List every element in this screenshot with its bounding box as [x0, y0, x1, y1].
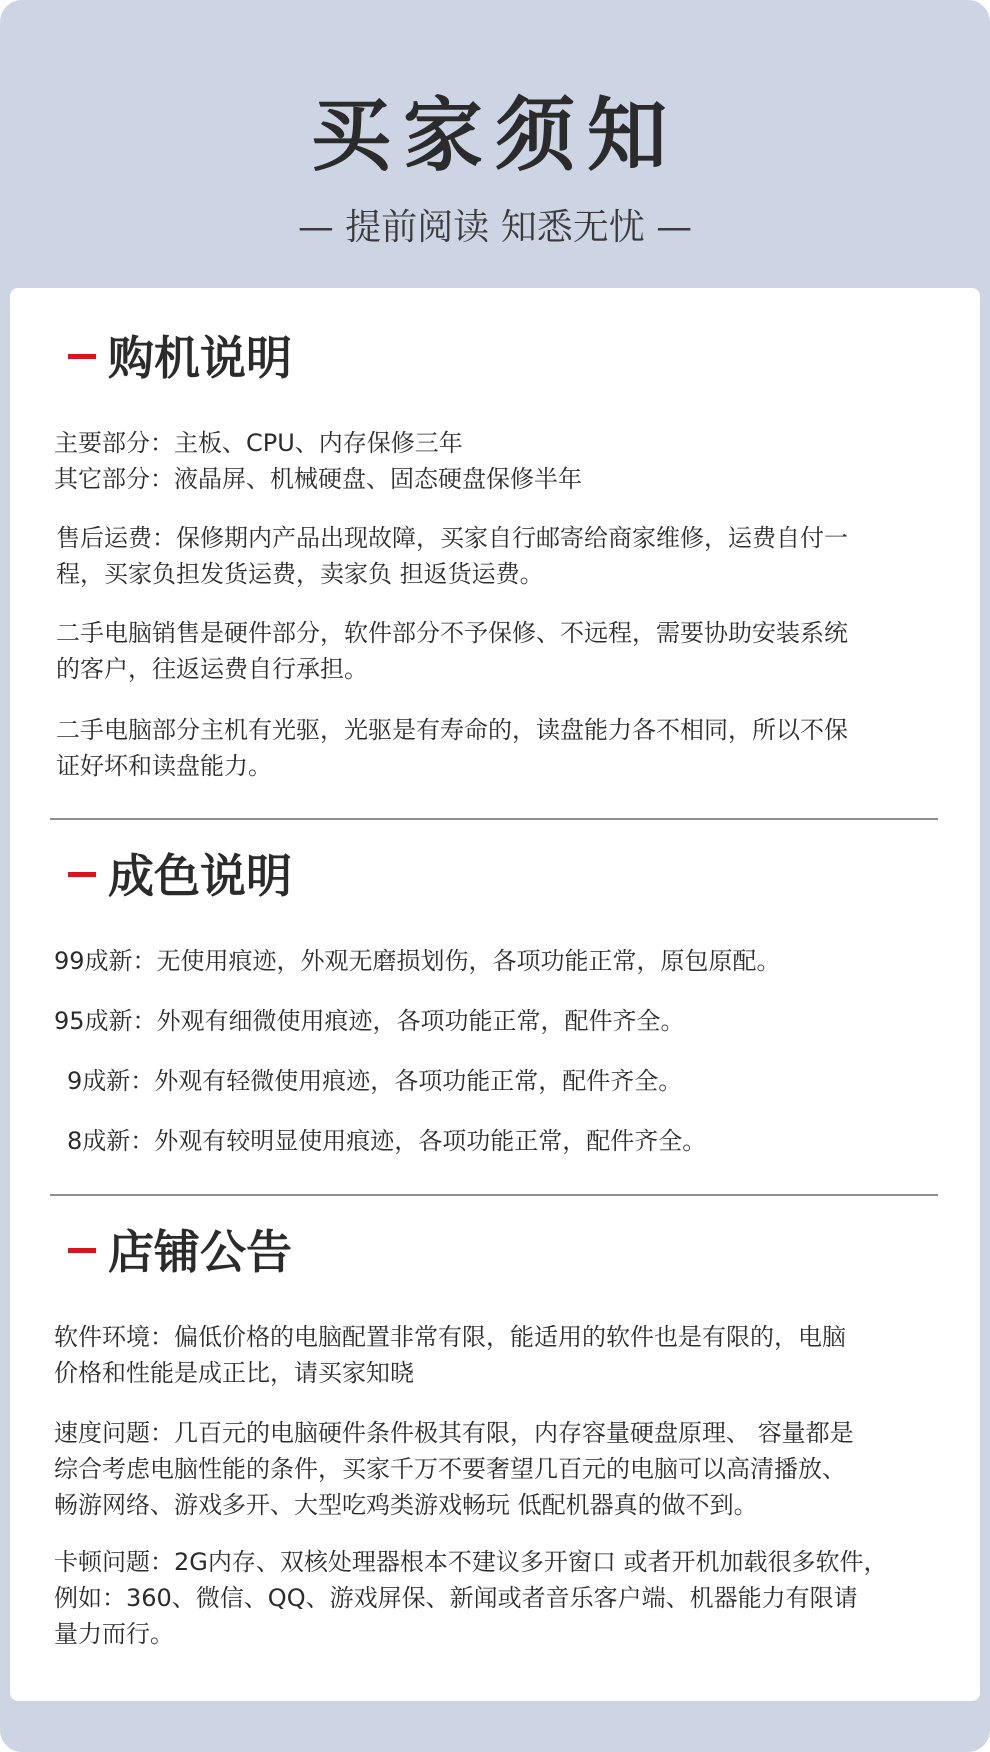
- text-line: 畅游网络、游戏多开、大型吃鸡类游戏畅玩 低配机器真的做不到。: [54, 1491, 758, 1519]
- text-line: 的客户，往返运费自行承担。: [56, 655, 368, 683]
- section-marker: [68, 872, 96, 877]
- text-line: 程，买家负担发货运费，卖家负 担返货运费。: [56, 560, 544, 588]
- text-line: 量力而行。: [54, 1620, 174, 1648]
- section-marker: [68, 354, 96, 359]
- text-line: 综合考虑电脑性能的条件，买家千万不要奢望几百元的电脑可以高清播放、: [54, 1455, 846, 1483]
- condition-99: [54, 943, 934, 979]
- text-line: 二手电脑部分主机有光驱，光驱是有寿命的，读盘能力各不相同，所以不保: [56, 716, 848, 744]
- text-line: 例如：360、微信、QQ、游戏屏保、新闻或者音乐客户端、机器能力有限请: [54, 1584, 858, 1612]
- page-subtitle: — 提前阅读 知悉无忧 —: [297, 207, 693, 248]
- paragraph-optical-drive: [56, 712, 936, 784]
- paragraph-warranty: [54, 425, 934, 497]
- text-line: 二手电脑销售是硬件部分，软件部分不予保修、不远程，需要协助安装系统: [56, 619, 848, 647]
- text-line: 99成新：无使用痕迹，外观无磨损划伤，各项功能正常，原包原配。: [54, 947, 781, 975]
- section-title: 店铺公告: [108, 1225, 292, 1279]
- text-line: 证好坏和读盘能力。: [56, 752, 272, 780]
- section-divider: [50, 1194, 938, 1196]
- section-title: 成色说明: [108, 849, 292, 903]
- section-marker: [68, 1248, 96, 1253]
- section-divider: [50, 818, 938, 820]
- condition-8: [67, 1123, 947, 1159]
- text-line: 主要部分：主板、CPU、内存保修三年: [54, 429, 463, 457]
- text-line: 售后运费：保修期内产品出现故障，买家自行邮寄给商家维修，运费自付一: [56, 524, 848, 552]
- paragraph-speed: [54, 1415, 934, 1523]
- section-title: 购机说明: [108, 331, 292, 385]
- paragraph-software-env: [54, 1319, 934, 1391]
- text-line: 9成新：外观有轻微使用痕迹，各项功能正常，配件齐全。: [67, 1067, 683, 1095]
- text-line: 价格和性能是成正比，请买家知晓: [54, 1359, 414, 1387]
- paragraph-software: [56, 615, 936, 687]
- condition-95: [54, 1003, 934, 1039]
- paragraph-lag: [54, 1544, 934, 1652]
- page-title: 买家须知: [311, 89, 679, 182]
- condition-9: [67, 1063, 947, 1099]
- text-line: 95成新：外观有细微使用痕迹，各项功能正常，配件齐全。: [54, 1007, 685, 1035]
- text-line: 8成新：外观有较明显使用痕迹，各项功能正常，配件齐全。: [67, 1127, 707, 1155]
- text-line: 软件环境：偏低价格的电脑配置非常有限，能适用的软件也是有限的，电脑: [54, 1323, 846, 1351]
- text-line: 其它部分：液晶屏、机械硬盘、固态硬盘保修半年: [54, 465, 582, 493]
- paragraph-shipping-fee: [56, 520, 936, 592]
- text-line: 速度问题：几百元的电脑硬件条件极其有限，内存容量硬盘原理、 容量都是: [54, 1419, 854, 1447]
- content-card: [10, 288, 980, 1701]
- text-line: 卡顿问题：2G内存、双核处理器根本不建议多开窗口 或者开机加载很多软件，: [54, 1548, 888, 1576]
- header-banner: [0, 0, 990, 290]
